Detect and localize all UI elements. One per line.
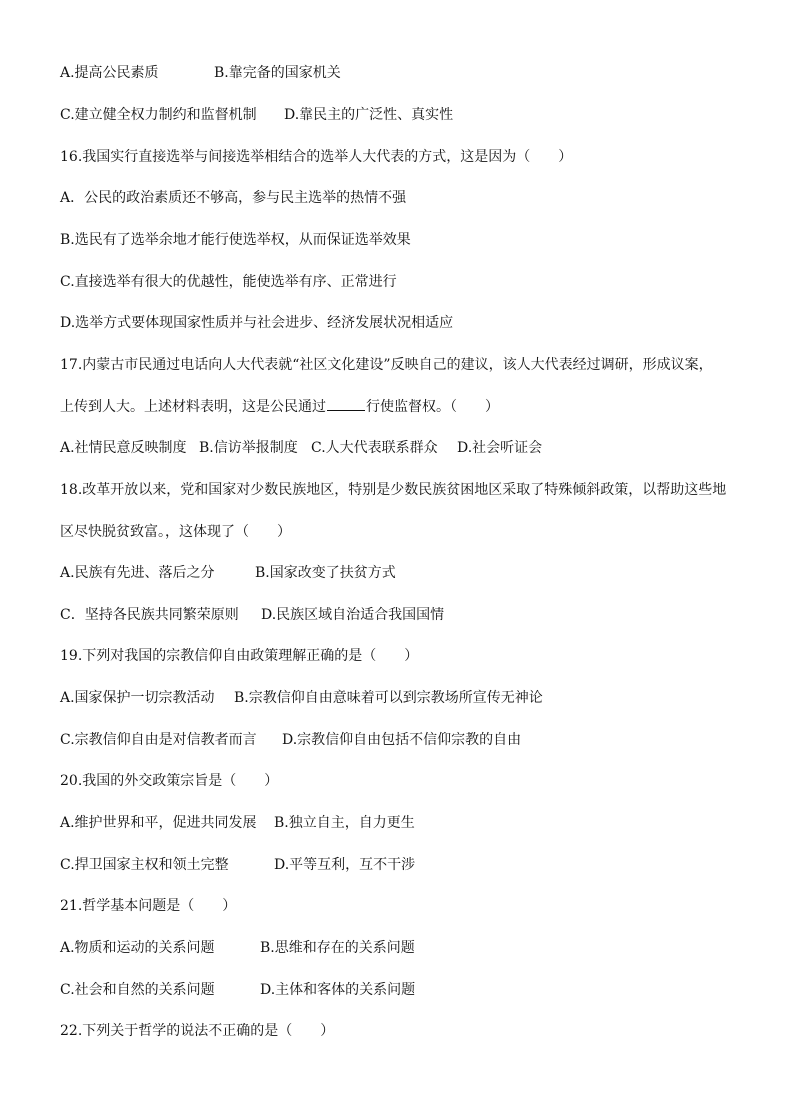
q15-option-c: C.建立健全权力制约和监督机制: [60, 107, 257, 123]
q18-option-c: C．坚持各民族共同繁荣原则: [60, 607, 239, 623]
q15-option-d: D.靠民主的广泛性、真实性: [284, 107, 454, 123]
q17-option-d: D.社会听证会: [457, 440, 543, 456]
q18-option-b: B.国家改变了扶贫方式: [255, 565, 396, 581]
answer-blank: [327, 398, 365, 411]
q17-option-c: C.人大代表联系群众: [311, 440, 438, 456]
q22-stem: 22.下列关于哲学的说法不正确的是（ ）: [60, 1023, 335, 1039]
q18-stem-line-1: 18.改革开放以来，党和国家对少数民族地区，特别是少数民族贫困地区采取了特殊倾斜政策，以帮助这些地: [60, 482, 727, 498]
q18-option-d: D.民族区域自治适合我国国情: [261, 607, 445, 623]
q19-option-d: D.宗教信仰自由包括不信仰宗教的自由: [282, 732, 522, 748]
q20-option-d: D.平等互利，互不干涉: [274, 857, 416, 873]
q20-option-a: A.维护世界和平，促进共同发展: [60, 815, 257, 831]
q16-stem: 16.我国实行直接选举与间接选举相结合的选举人大代表的方式，这是因为（ ）: [60, 149, 573, 165]
q19-option-b: B.宗教信仰自由意味着可以到宗教场所宣传无神论: [234, 690, 543, 706]
q18-stem-line-2: 区尽快脱贫致富。，这体现了（ ）: [60, 524, 291, 540]
q20-option-b: B.独立自主，自力更生: [274, 815, 415, 831]
q21-stem: 21.哲学基本问题是（ ）: [60, 898, 237, 914]
q17-stem-line-2: [60, 398, 760, 416]
q18-option-a: A.民族有先进、落后之分: [60, 565, 215, 581]
q16-option-a: A．公民的政治素质还不够高，参与民主选举的热情不强: [60, 190, 407, 206]
q17-stem-before-blank: 上传到人大。上述材料表明，这是公民通过: [60, 399, 326, 415]
q21-option-c: C.社会和自然的关系问题: [60, 982, 215, 998]
q17-option-a: A.社情民意反映制度: [60, 440, 187, 456]
q16-option-c: C.直接选举有很大的优越性，能使选举有序、正常进行: [60, 274, 397, 290]
q16-option-b: B.选民有了选举余地才能行使选举权，从而保证选举效果: [60, 232, 411, 248]
q17-option-b: B.信访举报制度: [199, 440, 298, 456]
q21-option-a: A.物质和运动的关系问题: [60, 940, 215, 956]
q21-option-d: D.主体和客体的关系问题: [260, 982, 416, 998]
q15-option-b: B.靠完备的国家机关: [214, 65, 341, 81]
q20-option-c: C.捍卫国家主权和领土完整: [60, 857, 229, 873]
q17-stem-line-1: 17.内蒙古市民通过电话向人大代表就“社区文化建设”反映自己的建议，该人大代表经过调研，形成议案，: [60, 357, 713, 373]
q20-stem: 20.我国的外交政策宗旨是（ ）: [60, 773, 279, 789]
q19-option-c: C.宗教信仰自由是对信教者而言: [60, 732, 257, 748]
q19-option-a: A.国家保护一切宗教活动: [60, 690, 215, 706]
q19-stem: 19.下列对我国的宗教信仰自由政策理解正确的是（ ）: [60, 648, 419, 664]
q16-option-d: D.选举方式要体现国家性质并与社会进步、经济发展状况相适应: [60, 315, 454, 331]
q21-option-b: B.思维和存在的关系问题: [260, 940, 415, 956]
q17-stem-after-blank: 行使监督权。（ ）: [366, 399, 499, 415]
q15-option-a: A.提高公民素质: [60, 65, 159, 81]
